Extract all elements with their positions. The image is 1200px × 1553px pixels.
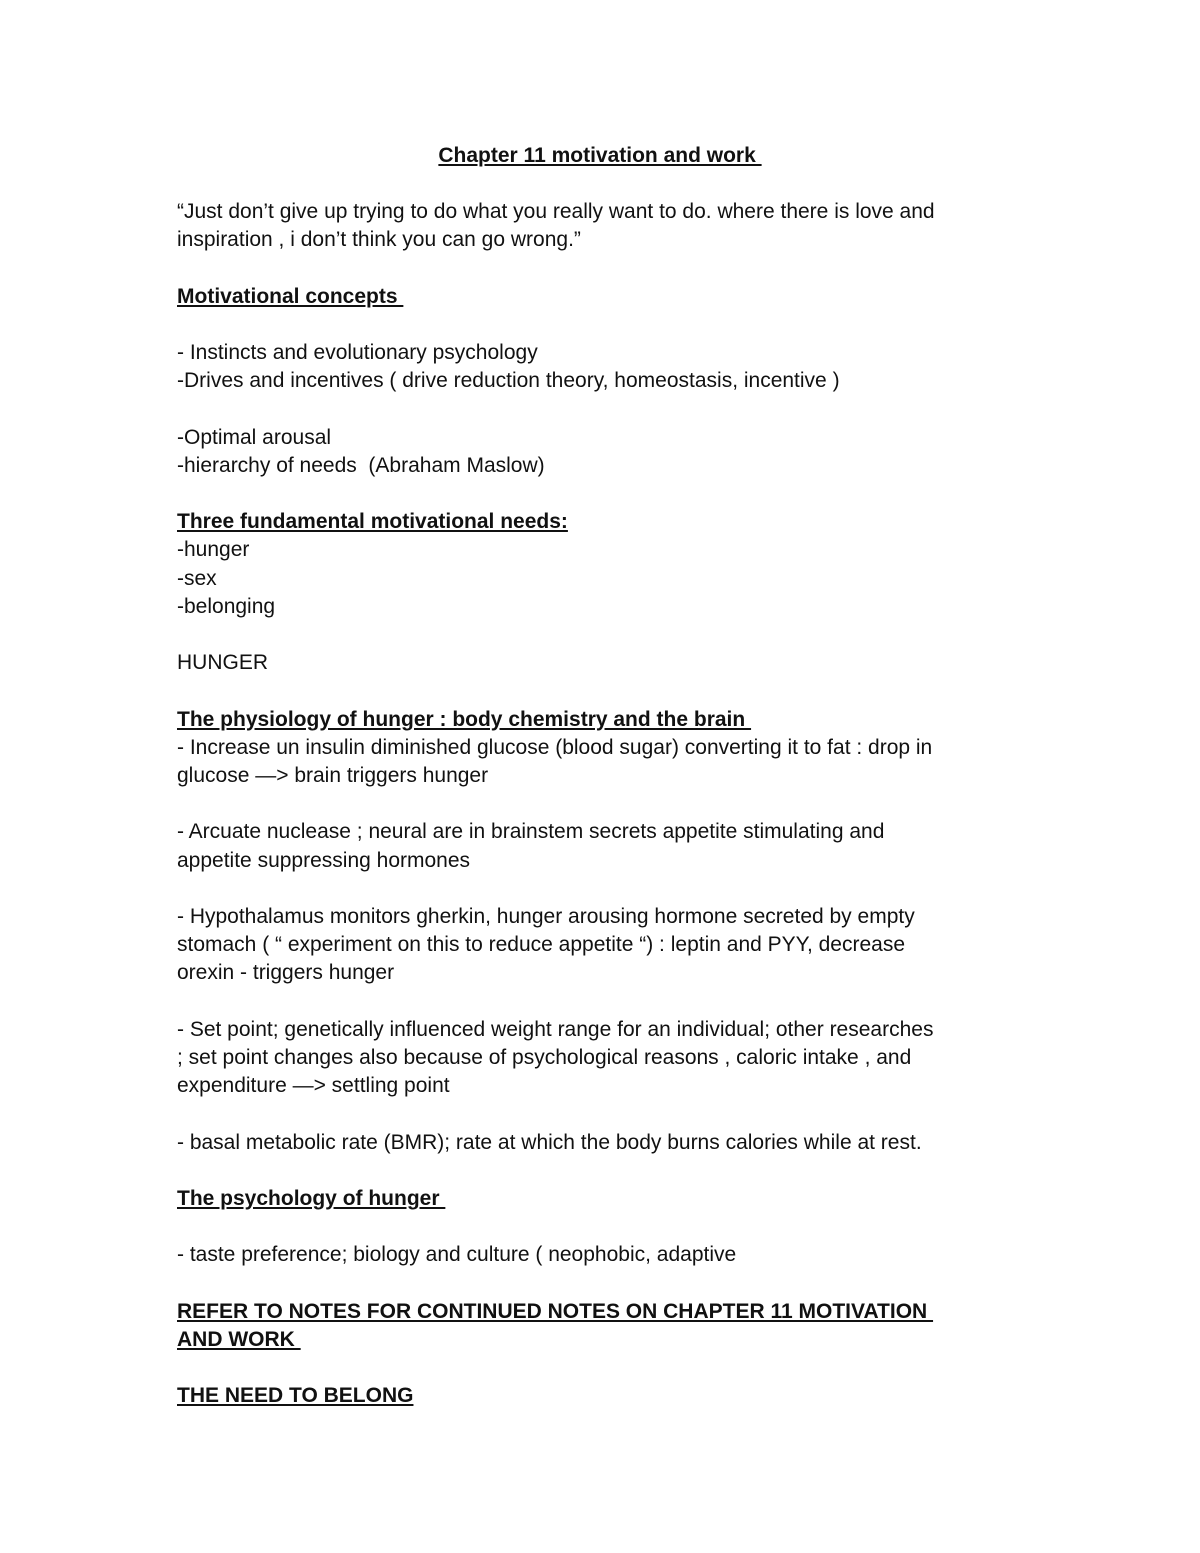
paragraph-line: - Arcuate nuclease ; neural are in brainstem secrets appetite stimulating and [177, 820, 885, 844]
paragraph-line: ; set point changes also because of psychological reasons , caloric intake , and [177, 1045, 912, 1069]
paragraph-line: - Increase un insulin diminished glucose (blood sugar) converting it to fat : drop in [177, 735, 933, 759]
section-heading-psychology: The psychology of hunger [177, 1186, 446, 1210]
section-heading-need-to-belong: THE NEED TO BELONG [177, 1384, 414, 1408]
quote-line: “Just don’t give up trying to do what you really want to do. where there is love and [177, 200, 935, 223]
section-heading-fundamental-needs: Three fundamental motivational needs: [177, 510, 568, 534]
refer-note: REFER TO NOTES FOR CONTINUED NOTES ON CHAPTER 11 MOTIVATION [177, 1299, 934, 1323]
paragraph-line: orexin - triggers hunger [177, 961, 395, 985]
paragraph-line: - Hypothalamus monitors gherkin, hunger arousing hormone secreted by empty [177, 904, 915, 928]
paragraph-line: stomach ( “ experiment on this to reduce appetite “) : leptin and PYY, decrease [177, 933, 906, 957]
list-item: -Drives and incentives ( drive reduction theory, homeostasis, incentive ) [177, 369, 840, 393]
document-body [177, 198, 1037, 1411]
section-heading-physiology: The physiology of hunger : body chemistry and the brain [177, 707, 752, 731]
paragraph-line: - Set point; genetically influenced weight range for an individual; other researches [177, 1017, 934, 1041]
list-item: -sex [177, 566, 217, 590]
list-item: -hunger [177, 538, 250, 562]
list-item: -belonging [177, 594, 276, 618]
list-item: -hierarchy of needs (Abraham Maslow) [177, 453, 545, 477]
hunger-label: HUNGER [177, 651, 269, 675]
paragraph-line: - basal metabolic rate (BMR); rate at which the body burns calories while at rest. [177, 1130, 922, 1154]
paragraph-line: - taste preference; biology and culture ( neophobic, adaptive [177, 1243, 737, 1267]
refer-note: AND WORK [177, 1327, 301, 1351]
paragraph-line: appetite suppressing hormones [177, 848, 471, 872]
list-item: - Instincts and evolutionary psychology [177, 340, 538, 364]
page-title: Chapter 11 motivation and work [438, 144, 762, 167]
list-item: -Optimal arousal [177, 425, 332, 449]
section-heading-motivational-concepts: Motivational concepts [177, 284, 404, 308]
paragraph-line: expenditure —> settling point [177, 1074, 450, 1098]
quote-line: inspiration , i don’t think you can go wrong.” [177, 228, 581, 252]
paragraph-line: glucose —> brain triggers hunger [177, 763, 489, 787]
